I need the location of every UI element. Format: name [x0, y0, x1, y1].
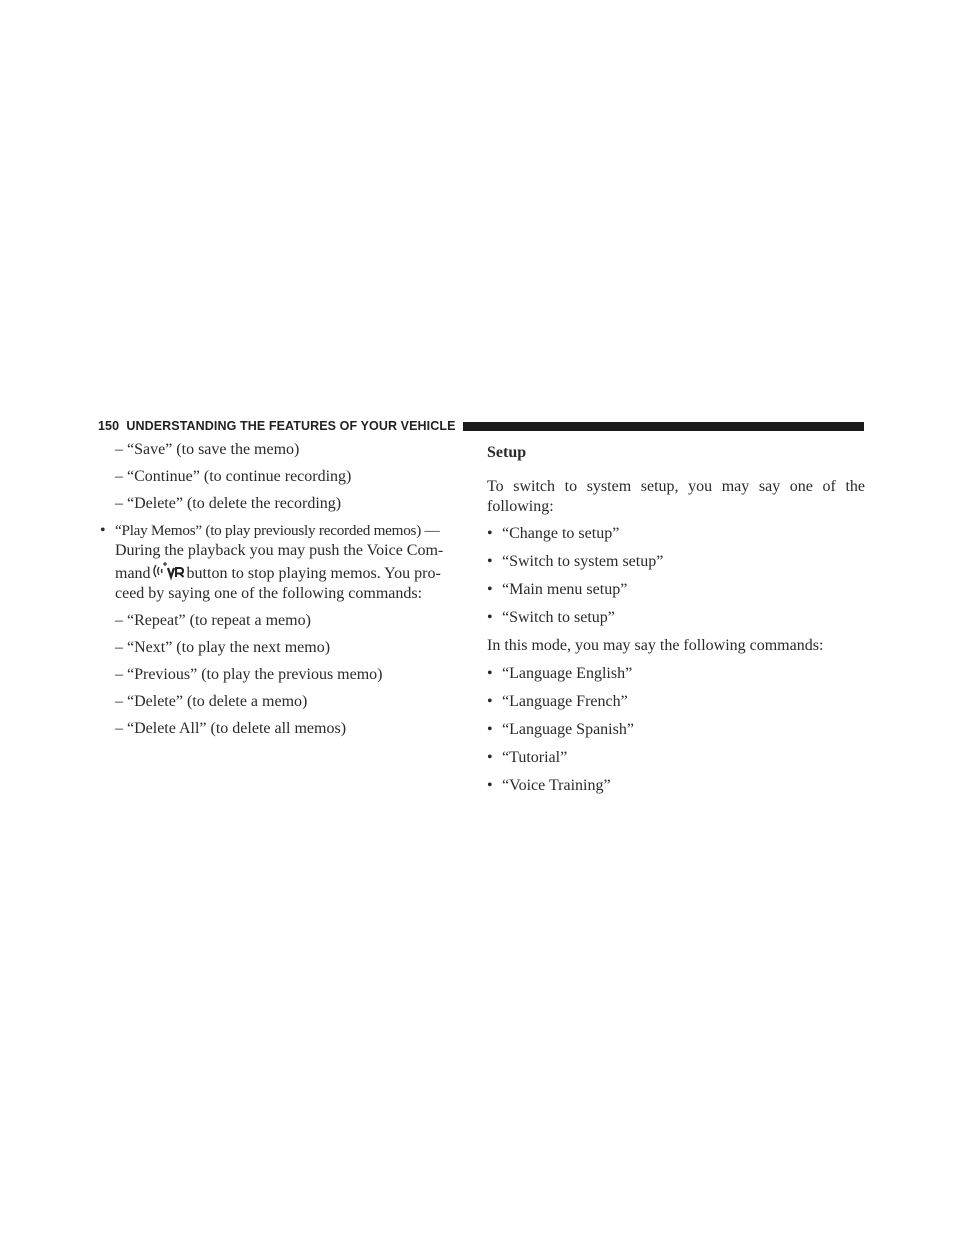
mode-intro: In this mode, you may say the following commands:: [487, 637, 824, 654]
bullet-mark: •: [487, 581, 493, 598]
bullet-mark: •: [487, 525, 493, 542]
record-option-delete: – “Delete” (to delete the recording): [115, 495, 342, 512]
bullet-mark: •: [487, 693, 493, 710]
mode-command: • “Voice Training”: [487, 777, 611, 794]
page-number: 150: [98, 419, 120, 433]
record-option-continue: – “Continue” (to continue recording): [115, 468, 352, 485]
mode-command: • “Language Spanish”: [487, 721, 634, 738]
play-memos-bullet: [100, 521, 461, 604]
play-memos-line3: mand button to stop playing memos. You pro-: [115, 561, 461, 584]
bullet-mark: •: [487, 721, 493, 738]
mode-command: • “Language French”: [487, 693, 628, 710]
page-header-text: [98, 419, 463, 433]
play-option-delete-all: – “Delete All” (to delete all memos): [115, 720, 347, 737]
setup-command: • “Main menu setup”: [487, 581, 628, 598]
setup-command: • “Change to setup”: [487, 525, 620, 542]
voice-command-icon: [151, 561, 187, 581]
bullet-mark: •: [487, 665, 493, 682]
bullet-mark: •: [487, 777, 493, 794]
setup-intro: To switch to system setup, you may say one of the following:: [487, 478, 865, 515]
setup-heading: Setup: [487, 444, 527, 461]
play-option-delete: – “Delete” (to delete a memo): [115, 693, 308, 710]
play-memos-text: [115, 521, 461, 604]
mode-command: • “Language English”: [487, 665, 633, 682]
mode-command: • “Tutorial”: [487, 749, 568, 766]
play-memos-lead: “Play Memos” (to play previously recorded memos) —: [115, 522, 440, 539]
bullet-mark: •: [487, 553, 493, 570]
setup-command: • “Switch to system setup”: [487, 553, 664, 570]
page-header: [98, 418, 864, 434]
section-title: UNDERSTANDING THE FEATURES OF YOUR VEHICLE: [126, 419, 456, 433]
play-option-next: – “Next” (to play the next memo): [115, 639, 331, 656]
bullet-mark: •: [487, 749, 493, 766]
record-option-save: – “Save” (to save the memo): [115, 441, 300, 458]
setup-command: • “Switch to setup”: [487, 609, 615, 626]
play-memos-line2: During the playback you may push the Voice Com-: [115, 542, 444, 559]
play-memos-line4: ceed by saying one of the following commands:: [115, 585, 423, 602]
header-rule: [463, 422, 864, 431]
play-option-repeat: – “Repeat” (to repeat a memo): [115, 612, 311, 629]
play-option-previous: – “Previous” (to play the previous memo): [115, 666, 383, 683]
right-column: [487, 440, 865, 804]
bullet-mark: •: [100, 522, 106, 539]
left-column: [100, 440, 461, 746]
bullet-mark: •: [487, 609, 493, 626]
